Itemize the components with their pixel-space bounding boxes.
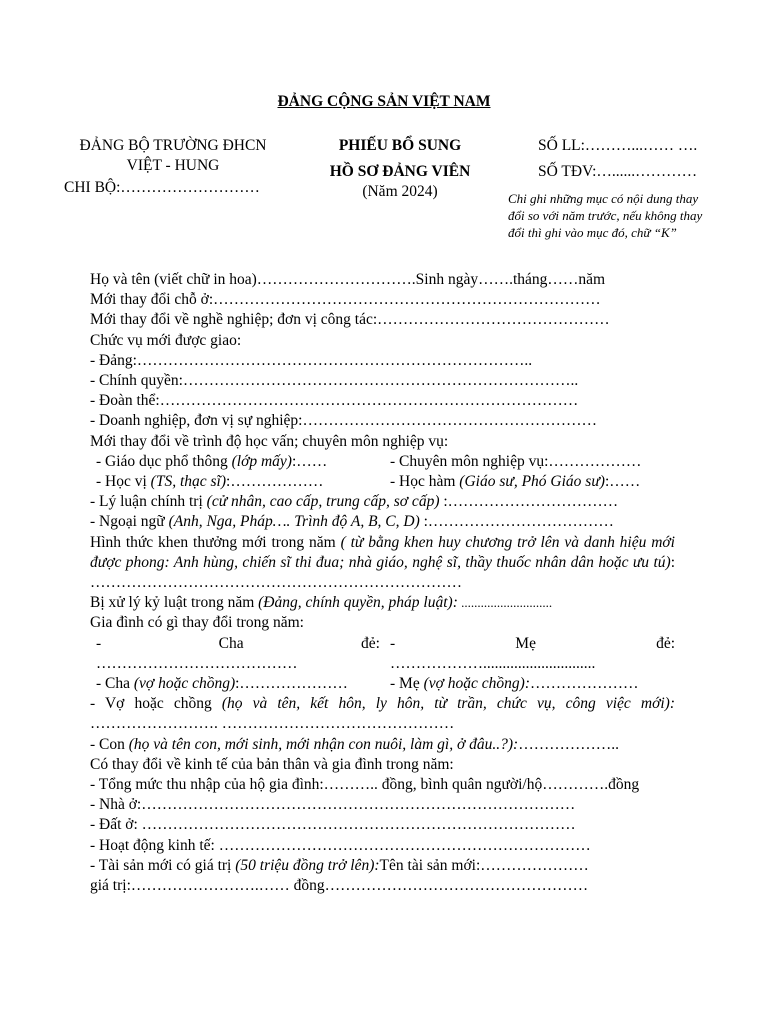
discipline-field[interactable]: Bị xử lý kỷ luật trong năm (Đảng, chính quyền, pháp luật): ............................ — [90, 594, 553, 612]
form-title-line1: PHIẾU BỔ SUNG — [338, 137, 462, 154]
union-position-field[interactable]: - Đoàn thể:……………………………………………………………………… — [90, 392, 579, 410]
organization-block — [58, 136, 288, 198]
in-laws-row — [90, 674, 675, 694]
father-dots[interactable]: ………………………………… — [96, 654, 298, 672]
family-changes-label: Gia đình có gì thay đổi trong năm: — [90, 614, 304, 632]
org-name-line1: ĐẢNG BỘ TRƯỜNG ĐHCN — [79, 137, 267, 154]
asset-value-field[interactable]: giá trị:…………………….…… đồng…………………………………………… — [90, 877, 589, 895]
economic-activity-field[interactable]: - Hoạt động kinh tế: ……………………………………………………………… — [90, 836, 591, 854]
house-field[interactable]: - Nhà ở:………………………………………………………………………… — [90, 796, 576, 814]
parents-dots-row — [90, 654, 675, 674]
mother-in-law-field[interactable]: - Mẹ (vợ hoặc chồng):………………… — [390, 675, 639, 693]
education-row-1 — [90, 452, 675, 472]
spouse-field[interactable]: - Vợ hoặc chồng (họ và tên, kết hôn, ly hôn, từ trần, chức vụ, công việc mới): ……………………. ……………………………………… — [90, 695, 675, 733]
father-field[interactable]: - Cha đẻ: — [96, 634, 380, 652]
government-position-field[interactable]: - Chính quyền:………………………………………………………………….. — [90, 372, 579, 390]
so-ll-field[interactable]: SỐ LL:………...…… …. — [538, 137, 698, 154]
instruction-note: Chi ghi những mục có nội dung thay đổi so với năm trước, nếu không thay đổi thì ghi vào mục đó, chữ “K” — [508, 191, 703, 240]
form-title-block — [305, 136, 495, 202]
education-label: Mới thay đổi về trình độ học vấn; chuyên môn nghiệp vụ: — [90, 432, 449, 450]
party-title: ĐẢNG CỘNG SẢN VIỆT NAM — [277, 93, 491, 110]
form-body — [90, 270, 675, 896]
form-title-line2: HỒ SƠ ĐẢNG VIÊN — [329, 163, 471, 180]
academic-title-field[interactable]: - Học hàm (Giáo sư, Phó Giáo sư):…… — [390, 473, 641, 491]
father-in-law-field[interactable]: - Cha (vợ hoặc chồng):………………… — [96, 675, 348, 693]
children-field[interactable]: - Con (họ và tên con, mới sinh, mới nhận con nuôi, làm gì, ở đâu..?):……………….. — [90, 735, 619, 753]
education-row-2 — [90, 472, 675, 492]
awards-field[interactable]: Hình thức khen thưởng mới trong năm ( từ bằng khen huy chương trở lên và danh hiệu mới được phong: Anh hùng, chiến sĩ thi đua; nhà giáo, nghệ sĩ, thầy thuốc nhân dân hoặc ưu tú): ……………………………………………………………… — [90, 533, 675, 592]
academic-degree-field[interactable]: - Học vị (TS, thạc sĩ):……………… — [96, 473, 324, 491]
household-income-field[interactable]: - Tổng mức thu nhập của hộ gia đình:……….. đồng, bình quân người/hộ………….đồng — [90, 776, 640, 794]
economic-changes-label: Có thay đổi về kinh tế của bản thân và gia đình trong năm: — [90, 755, 454, 773]
political-theory-field[interactable]: - Lý luận chính trị (cử nhân, cao cấp, trung cấp, sơ cấp) :…………………………… — [90, 493, 619, 511]
parents-row — [90, 634, 675, 654]
full-name-field[interactable]: Họ và tên (viết chữ in hoa)………………………….Sinh ngày…….tháng……năm — [90, 271, 606, 288]
enterprise-position-field[interactable]: - Doanh nghiệp, đơn vị sự nghiệp:………………………………………………… — [90, 412, 597, 430]
general-education-field[interactable]: - Giáo dục phổ thông (lớp mấy):…… — [96, 452, 328, 470]
new-position-label: Chức vụ mới được giao: — [90, 331, 242, 349]
new-asset-field[interactable]: - Tài sản mới có giá trị (50 triệu đồng trở lên):Tên tài sản mới:………………… — [90, 856, 589, 874]
mother-dots[interactable]: ………………............................. — [390, 654, 596, 672]
foreign-language-field[interactable]: - Ngoại ngữ (Anh, Nga, Pháp…. Trình độ A, B, C, D) :……………………………… — [90, 513, 614, 531]
residence-field[interactable]: Mới thay đổi chỗ ở:………………………………………………………………… — [90, 291, 601, 309]
chibo-field[interactable]: CHI BỘ:……………………… — [64, 179, 260, 196]
land-field[interactable]: - Đất ở: ………………………………………………………………………… — [90, 816, 576, 834]
record-number-block — [538, 136, 738, 182]
professional-skill-field[interactable]: - Chuyên môn nghiệp vụ:……………… — [390, 452, 642, 470]
org-name-line2: VIỆT - HUNG — [126, 157, 220, 174]
occupation-field[interactable]: Mới thay đổi về nghề nghiệp; đơn vị công tác:……………………………………… — [90, 311, 610, 329]
form-year: (Năm 2024) — [362, 183, 438, 200]
mother-field[interactable]: - Mẹ đẻ: — [390, 634, 675, 652]
party-position-field[interactable]: - Đảng:………………………………………………………………….. — [90, 351, 533, 369]
so-tdv-field[interactable]: SỐ TĐV:…......………… — [538, 163, 698, 180]
